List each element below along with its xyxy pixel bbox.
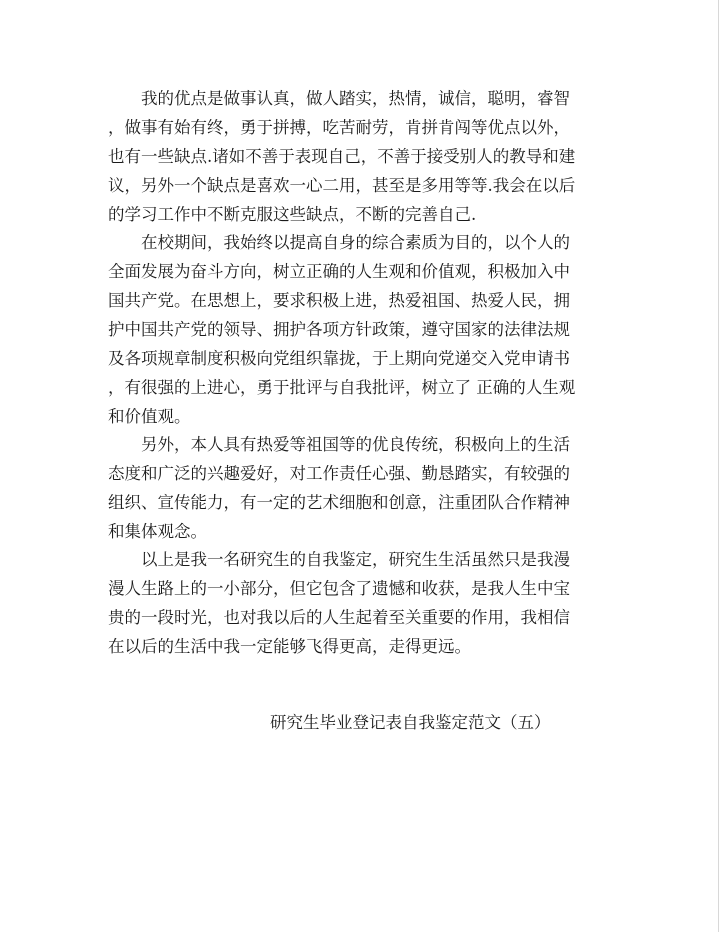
text-line: 以上是我一名研究生的自我鉴定，研究生生活虽然只是我漫: [108, 550, 570, 569]
text-line: 组织、宣传能力，有一定的艺术细胞和创意，注重团队合作精神: [108, 493, 570, 512]
text-line: 贵的一段时光，也对我以后的人生起着至关重要的作用，我相信: [108, 608, 570, 627]
text-line: 态度和广泛的兴趣爱好，对工作责任心强、勤恳踏实，有较强的: [108, 464, 570, 483]
text-line: 的学习工作中不断克服这些缺点，不断的完善自己.: [108, 205, 477, 224]
text-line: ，有很强的上进心，勇于批评与自我批评，树立了 正确的人生观: [108, 378, 576, 397]
text-line: 也有一些缺点.诸如不善于表现自己，不善于接受别人的教导和建: [108, 147, 576, 166]
text-line: 在校期间，我始终以提高自身的综合素质为目的，以个人的: [108, 233, 570, 252]
text-line: 国共产党。在思想上，要求积极上进，热爱祖国、热爱人民，拥: [108, 291, 570, 310]
text-line: 护中国共产党的领导、拥护各项方针政策，遵守国家的法律法规: [108, 320, 570, 339]
text-line: 和集体观念。: [108, 522, 207, 541]
paragraph-school-period: [108, 228, 628, 431]
text-line: 及各项规章制度积极向党组织靠拢，于上期向党递交入党申请书: [108, 349, 570, 368]
text-line: 漫人生路上的一小部分，但它包含了遗憾和收获，是我人生中宝: [108, 579, 570, 598]
text-line: 全面发展为奋斗方向，树立正确的人生观和价值观，积极加入中: [108, 262, 570, 281]
section-heading: 研究生毕业登记表自我鉴定范文（五）: [270, 713, 551, 732]
text-line: 和价值观。: [108, 407, 191, 426]
text-line: 另外，本人具有热爱等祖国等的优良传统，积极向上的生活: [108, 435, 570, 454]
paragraph-strengths: [108, 84, 628, 229]
text-line: 我的优点是做事认真，做人踏实，热情，诚信，聪明，睿智: [108, 89, 570, 108]
page-edge-divider: [718, 0, 719, 932]
text-line: 在以后的生活中我一定能够飞得更高，走得更远。: [108, 637, 471, 656]
text-line: 议，另外一个缺点是喜欢一心二用，甚至是多用等等.我会在以后: [108, 176, 576, 195]
paragraph-personal-traits: [108, 430, 628, 546]
text-line: ，做事有始有终，勇于拼搏，吃苦耐劳，肯拼肯闯等优点以外，: [108, 118, 570, 137]
paragraph-conclusion: [108, 545, 628, 661]
